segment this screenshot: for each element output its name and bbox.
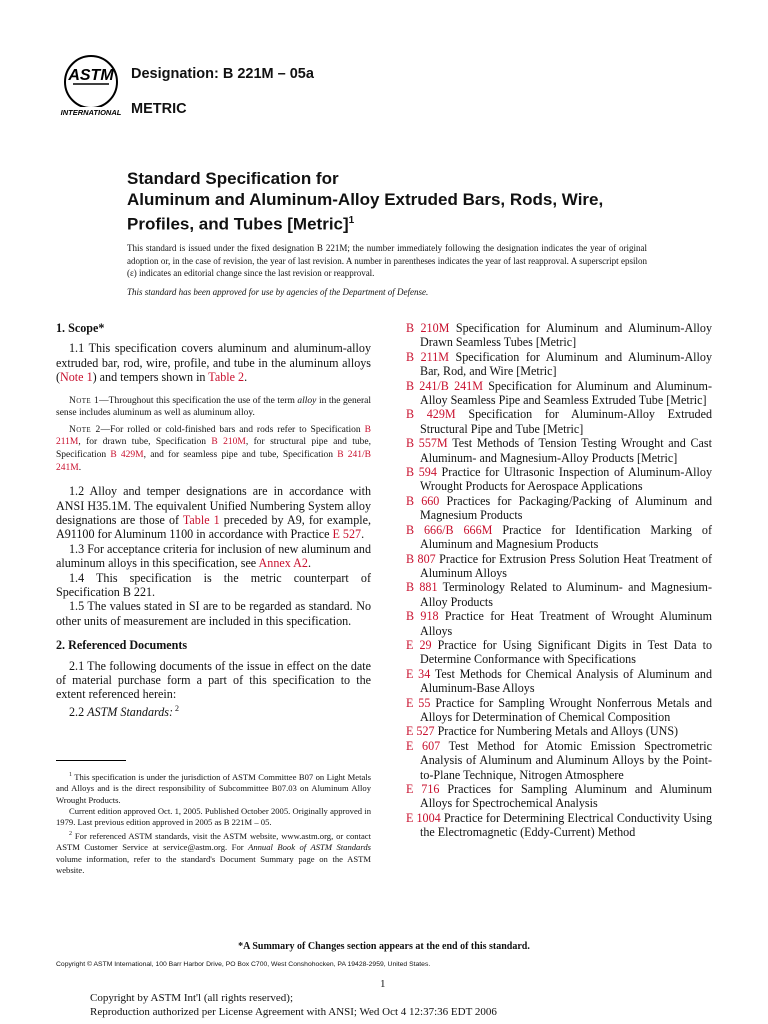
reference-code-link[interactable]: B 557M — [406, 436, 448, 451]
reference-item — [406, 580, 712, 609]
left-column — [56, 321, 371, 719]
reference-title: Specification for Aluminum-Alloy Extruded Structural Pipe and Tube [Metric] — [420, 407, 712, 436]
reference-title: Specification for Aluminum and Aluminum-Alloy Bar, Rod, and Wire [Metric] — [420, 349, 712, 379]
paragraph-1-4: 1.4 This specification is the metric counterpart of Specification B 221. — [56, 570, 371, 600]
reference-code-link[interactable]: E 55 — [406, 695, 431, 710]
paragraph-2-2: 2.2 ASTM Standards: $^2$ — [69, 703, 180, 719]
link-annex-a2[interactable]: Annex A2 — [258, 556, 308, 571]
reference-item — [406, 321, 712, 350]
reference-title: Practice for Sampling Wrought Nonferrous Metals and Alloys for Determination of Chemical Composition — [420, 695, 712, 724]
paragraph-1-3: 1.3 For acceptance criteria for inclusion of new aluminum and aluminum alloys in this specification, see Annex A2. — [56, 541, 371, 571]
link-note-1[interactable]: Note 1 — [60, 370, 93, 385]
paragraph-2-1: 2.1 The following documents of the issue in effect on the date of material purchase form a part of this specification to the extent referenced herein: — [56, 658, 371, 702]
reference-item — [406, 667, 712, 696]
reference-item — [406, 465, 712, 494]
reference-list — [406, 321, 712, 840]
section-1-heading: 1. Scope* — [56, 321, 105, 335]
link-table-1[interactable]: Table 1 — [182, 513, 220, 527]
footnote-mark: 1 — [348, 215, 355, 226]
reference-code-link[interactable]: E 607 — [406, 738, 441, 753]
reference-item — [406, 811, 712, 840]
title-line-2: Aluminum and Aluminum-Alloy Extruded Bars, Rods, Wire, — [127, 190, 604, 209]
reference-title: Terminology Related to Aluminum- and Magnesium-Alloy Products — [420, 580, 712, 609]
metric-label: METRIC — [131, 101, 187, 117]
reference-title: Specification for Aluminum and Aluminum-Alloy Seamless Pipe and Seamless Extruded Tube [Metric] — [420, 378, 712, 408]
link-b429m[interactable]: B 429M — [110, 450, 144, 460]
reference-title: Practices for Sampling Aluminum and Aluminum Alloys for Spectrochemical Analysis — [420, 782, 712, 811]
paragraph-1-1: 1.1 This specification covers aluminum and aluminum-alloy extruded bar, rod, wire, profile, and tube in the aluminum alloys (Note 1) and tempers shown in Table 2. — [56, 341, 371, 385]
reference-title: Test Methods for Chemical Analysis of Aluminum and Aluminum-Base Alloys — [420, 666, 712, 696]
copyright-line: Copyright © ASTM International, 100 Barr Harbor Drive, PO Box C700, West Conshohocken, PA 19428-2959, United States. — [56, 961, 431, 968]
svg-text:INTERNATIONAL: INTERNATIONAL — [60, 108, 122, 117]
reference-item — [406, 724, 712, 738]
link-b241[interactable]: B 241/B 241M — [56, 450, 371, 473]
reference-item — [406, 609, 712, 638]
note-2: Note 2—For rolled or cold-finished bars and rods refer to Specification B 211M, for drawn tube, Specification B 210M, for structural pipe and tube, Specification B 429M, and for seamless pipe and tube, Specification B 241/B 241M. — [56, 424, 372, 473]
link-table-2[interactable]: Table 2 — [208, 370, 245, 385]
intro-paragraph: This standard is issued under the fixed designation B 221M; the number immediately following the designation indicates the year of original adoption or, in the case of revision, the year of last revision. A number in parentheses indicates the year of last reapproval. A superscript epsilon (ε) indicates an editorial change since the last revision or reapproval. — [127, 243, 647, 279]
paragraph-1-5: 1.5 The values stated in SI are to be regarded as standard. No other units of measurement are included in this specification. — [56, 599, 371, 628]
reference-code-link[interactable]: B 666/B 666M — [406, 522, 493, 537]
footnote-2: $^2$ For referenced ASTM standards, visit the ASTM website, www.astm.org, or contact ASTM Customer Service at service@astm.org. For Annual Book of ASTM Standards volume information, refer to the standard's Document Summary page on the ASTM website. — [56, 830, 371, 875]
reference-code-link[interactable]: B 918 — [406, 609, 439, 624]
designation: Designation: B 221M – 05a — [131, 66, 314, 82]
paragraph-1-2: 1.2 Alloy and temper designations are in accordance with ANSI H35.1M. The equivalent Unified Numbering System alloy designations are those of Table 1 preceded by A9, for example, A91100 for Aluminum 1100 in accordance with Practice E 527. — [56, 484, 372, 542]
reference-code-link[interactable]: E 34 — [406, 666, 431, 681]
reference-item — [406, 350, 712, 379]
reference-item — [406, 696, 712, 725]
reference-item — [406, 379, 712, 408]
footnote-1b: Current edition approved Oct. 1, 2005. Published October 2005. Originally approved in 1979. Last previous edition approved in 2005 as B 221M – 05. — [56, 806, 371, 828]
reference-item — [406, 523, 712, 552]
page-number: 1 — [380, 978, 386, 990]
footnotes — [56, 770, 371, 876]
reference-title: Practice for Numbering Metals and Alloys (UNS) — [434, 724, 679, 739]
reference-code-link[interactable]: B 429M — [406, 407, 456, 422]
reference-item — [406, 552, 712, 581]
reference-code-link[interactable]: B 211M — [406, 349, 450, 364]
reference-item — [406, 638, 712, 667]
link-e527[interactable]: E 527 — [332, 527, 362, 542]
reference-item — [406, 782, 712, 811]
reproduction-notice — [90, 992, 497, 1019]
reference-code-link[interactable]: E 29 — [406, 637, 432, 652]
title-line-3: Profiles, and Tubes [Metric]$^1$ — [127, 214, 355, 234]
reference-title: Practices for Packaging/Packing of Aluminum and Magnesium Products — [420, 493, 712, 523]
footnote-1: $^1$ This specification is under the jurisdiction of ASTM Committee B07 on Light Metals and Alloys and is the direct responsibility of Subcommittee B07.03 on Aluminum Alloy Wrought Products. — [56, 771, 371, 805]
document-title — [127, 168, 647, 235]
reference-title: Practice for Identification Marking of Aluminum and Magnesium Products — [420, 522, 712, 552]
title-line-1: Standard Specification for — [127, 169, 339, 188]
repro-line-1: Copyright by ASTM Int'l (all rights reserved); — [90, 992, 294, 1004]
reference-title: Specification for Aluminum and Aluminum-Alloy Drawn Seamless Tubes [Metric] — [420, 321, 713, 350]
reference-title: Test Methods of Tension Testing Wrought and Cast Aluminum- and Magnesium-Alloy Products [Metric] — [420, 436, 712, 465]
reference-code-link[interactable]: E 1004 — [406, 810, 441, 825]
dod-note: This standard has been approved for use by agencies of the Department of Defense. — [127, 287, 429, 297]
reference-item — [406, 739, 712, 782]
reference-title: Practice for Determining Electrical Conductivity Using the Electromagnetic (Eddy-Current) Method — [420, 810, 712, 840]
note-1: Note 1—Throughout this specification the use of the term alloy in the general sense includes aluminum as well as aluminum alloy. — [56, 395, 371, 419]
reference-title: Practice for Using Significant Digits in Test Data to Determine Conformance with Specifications — [420, 637, 712, 667]
reference-code-link[interactable]: B 660 — [406, 493, 440, 508]
reference-title: Practice for Extrusion Press Solution Heat Treatment of Aluminum Alloys — [420, 551, 712, 580]
reference-title: Practice for Ultrasonic Inspection of Aluminum-Alloy Wrought Products for Aerospace Applications — [420, 465, 712, 494]
reference-title: Practice for Heat Treatment of Wrought Aluminum Alloys — [420, 609, 712, 638]
link-b211m[interactable]: B 211M — [56, 424, 372, 448]
reference-item — [406, 494, 712, 523]
reference-code-link[interactable]: E 716 — [406, 782, 440, 796]
reference-code-link[interactable]: B 594 — [406, 465, 437, 480]
reference-code-link[interactable]: B 881 — [406, 580, 438, 595]
reference-title: Test Method for Atomic Emission Spectrometric Analysis of Aluminum and Aluminum Alloys by the Point-to-Plane Technique, Nitrogen Atmosphere — [420, 738, 712, 782]
reference-code-link[interactable]: B 210M — [406, 321, 450, 335]
reference-code-link[interactable]: B 807 — [406, 551, 436, 566]
repro-line-2: Reproduction authorized per License Agreement with ANSI; Wed Oct 4 12:37:36 EDT 2006 — [90, 1005, 497, 1018]
reference-code-link[interactable]: B 241/B 241M — [406, 378, 483, 393]
reference-code-link[interactable]: E 527 — [406, 724, 435, 739]
reference-item — [406, 436, 712, 465]
astm-logo — [57, 52, 125, 120]
section-2-heading: 2. Referenced Documents — [56, 638, 188, 653]
svg-text:ASTM: ASTM — [68, 67, 114, 84]
link-b210m[interactable]: B 210M — [211, 437, 246, 448]
footnote-rule — [56, 760, 126, 761]
reference-item — [406, 407, 712, 436]
summary-note: *A Summary of Changes section appears at the end of this standard. — [238, 941, 530, 952]
